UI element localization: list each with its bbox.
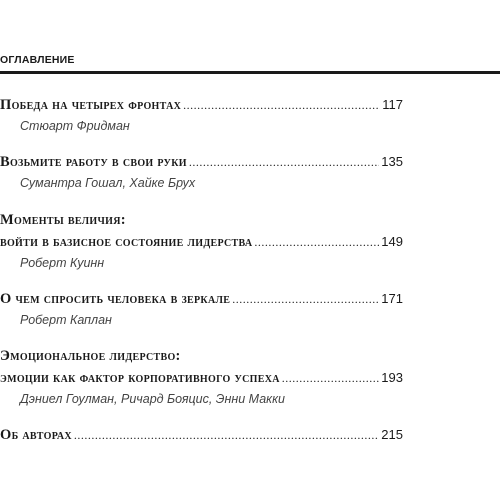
dot-leader [254, 235, 379, 250]
header-rule [0, 71, 500, 74]
toc-entry-title: Об авторах [0, 427, 72, 443]
toc-entry-line[interactable] [0, 370, 403, 387]
toc-entry-page: 135 [381, 154, 403, 169]
dot-leader [282, 371, 380, 386]
toc-entry-author: Стюарт Фридман [20, 119, 130, 133]
toc-entry-line[interactable] [0, 291, 403, 308]
toc-entry-title: Победа на четырех фронтах [0, 97, 182, 113]
toc-entry-title: эмоции как фактор корпоративного успеха [0, 370, 280, 386]
toc-entry-title: Возьмите работу в свои руки [0, 154, 187, 170]
toc-entry-author: Дэниел Гоулман, Ричард Бояцис, Энни Макки [20, 392, 285, 406]
toc-entry-line[interactable] [0, 234, 403, 251]
toc-entry-page: 193 [381, 370, 403, 385]
dot-leader [189, 155, 379, 170]
toc-entry-page: 149 [381, 234, 403, 249]
toc-entry-title-line1: Эмоциональное лидерство: [0, 348, 181, 364]
toc-entry-line[interactable] [0, 154, 403, 171]
toc-entry-author: Сумантра Гошал, Хайке Брух [20, 176, 196, 190]
dot-leader [74, 428, 379, 443]
toc-entry-author: Роберт Куинн [20, 256, 105, 270]
toc-entry-page: 171 [381, 291, 403, 306]
toc-entry-title-line1: Моменты величия: [0, 212, 126, 228]
section-header: ОГЛАВЛЕНИЕ [0, 54, 75, 66]
dot-leader [232, 292, 379, 307]
toc-entry-line[interactable] [0, 427, 403, 444]
dot-leader [183, 98, 380, 113]
toc-entry-author: Роберт Каплан [20, 313, 112, 327]
toc-entry-title: О чем спросить человека в зеркале [0, 291, 231, 307]
toc-entry-page: 117 [382, 97, 403, 112]
toc-entry-line[interactable] [0, 97, 403, 114]
toc-entry-page: 215 [381, 427, 403, 442]
toc-entry-title: войти в базисное состояние лидерства [0, 234, 253, 250]
